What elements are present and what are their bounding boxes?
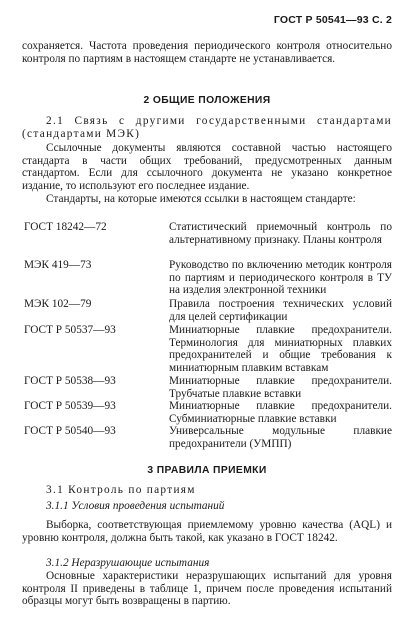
standard-code: МЭК 419—73 bbox=[24, 259, 92, 271]
paragraph-3-1-2: Основные характеристики неразрушающих испытаний для уровня контроля II приведены в таблице 1, причем после проведения испытаний образцы могут быть возвращены в партию. bbox=[22, 570, 392, 608]
intro-paragraph: сохраняется. Частота проведения периодического контроля относительно контроля по партиям в настоящем стандарте не устанавливается. bbox=[22, 40, 392, 65]
standard-description: Руководство по включению методик контроля по партиям и периодического контроля в ТУ на изделия электронной техники bbox=[169, 259, 392, 297]
section-2-title: 2 ОБЩИЕ ПОЛОЖЕНИЯ bbox=[143, 95, 271, 106]
standard-description: Правила построения технических условий для целей сертификации bbox=[169, 298, 392, 323]
subsection-3-1-title: 3.1 Контроль по партиям bbox=[46, 484, 196, 496]
standard-description: Статистический приемочный контроль по альтернативному признаку. Планы контроля bbox=[169, 221, 392, 246]
subsection-2-1-title: 2.1 Связь с другими государственными стандартами (стандартами МЭК) bbox=[22, 115, 392, 140]
paragraph-references: Ссылочные документы являются составной частью настоящего стандарта в части общих требований, предусмотренных данным стандартом. Если для ссылочного документа не указано конкретное издание, то используют его последнее издание. bbox=[22, 142, 392, 192]
standard-code: ГОСТ Р 50538—93 bbox=[24, 375, 116, 387]
standard-description: Миниатюрные плавкие предохранители. Субминиатюрные плавкие вставки bbox=[169, 400, 392, 425]
subsection-3-1-2-title: 3.1.2 Неразрушающие испытания bbox=[46, 557, 210, 569]
standard-code: МЭК 102—79 bbox=[24, 298, 92, 310]
standard-description: Универсальные модульные плавкие предохранители (УМПП) bbox=[169, 425, 392, 450]
standard-code: ГОСТ Р 50540—93 bbox=[24, 425, 116, 437]
standard-description: Миниатюрные плавкие предохранители. Терминология для миниатюрных плавких предохранителей и общие требования к миниатюрным плавким вставкам bbox=[169, 324, 392, 374]
page-header: ГОСТ Р 50541—93 С. 2 bbox=[273, 14, 392, 26]
standard-code: ГОСТ Р 50539—93 bbox=[24, 400, 116, 412]
paragraph-standards-list-intro: Стандарты, на которые имеются ссылки в настоящем стандарте: bbox=[46, 193, 356, 205]
standard-code: ГОСТ Р 50537—93 bbox=[24, 324, 116, 336]
standard-description: Миниатюрные плавкие предохранители. Трубчатые плавкие вставки bbox=[169, 375, 392, 400]
section-3-title: 3 ПРАВИЛА ПРИЕМКИ bbox=[147, 465, 267, 476]
paragraph-3-1-1: Выборка, соответствующая приемлемому уровню качества (AQL) и уровню контроля, должна быть такой, как указано в ГОСТ 18242. bbox=[22, 519, 392, 544]
subsection-3-1-1-title: 3.1.1 Условия проведения испытаний bbox=[46, 500, 225, 512]
standard-code: ГОСТ 18242—72 bbox=[24, 221, 107, 233]
